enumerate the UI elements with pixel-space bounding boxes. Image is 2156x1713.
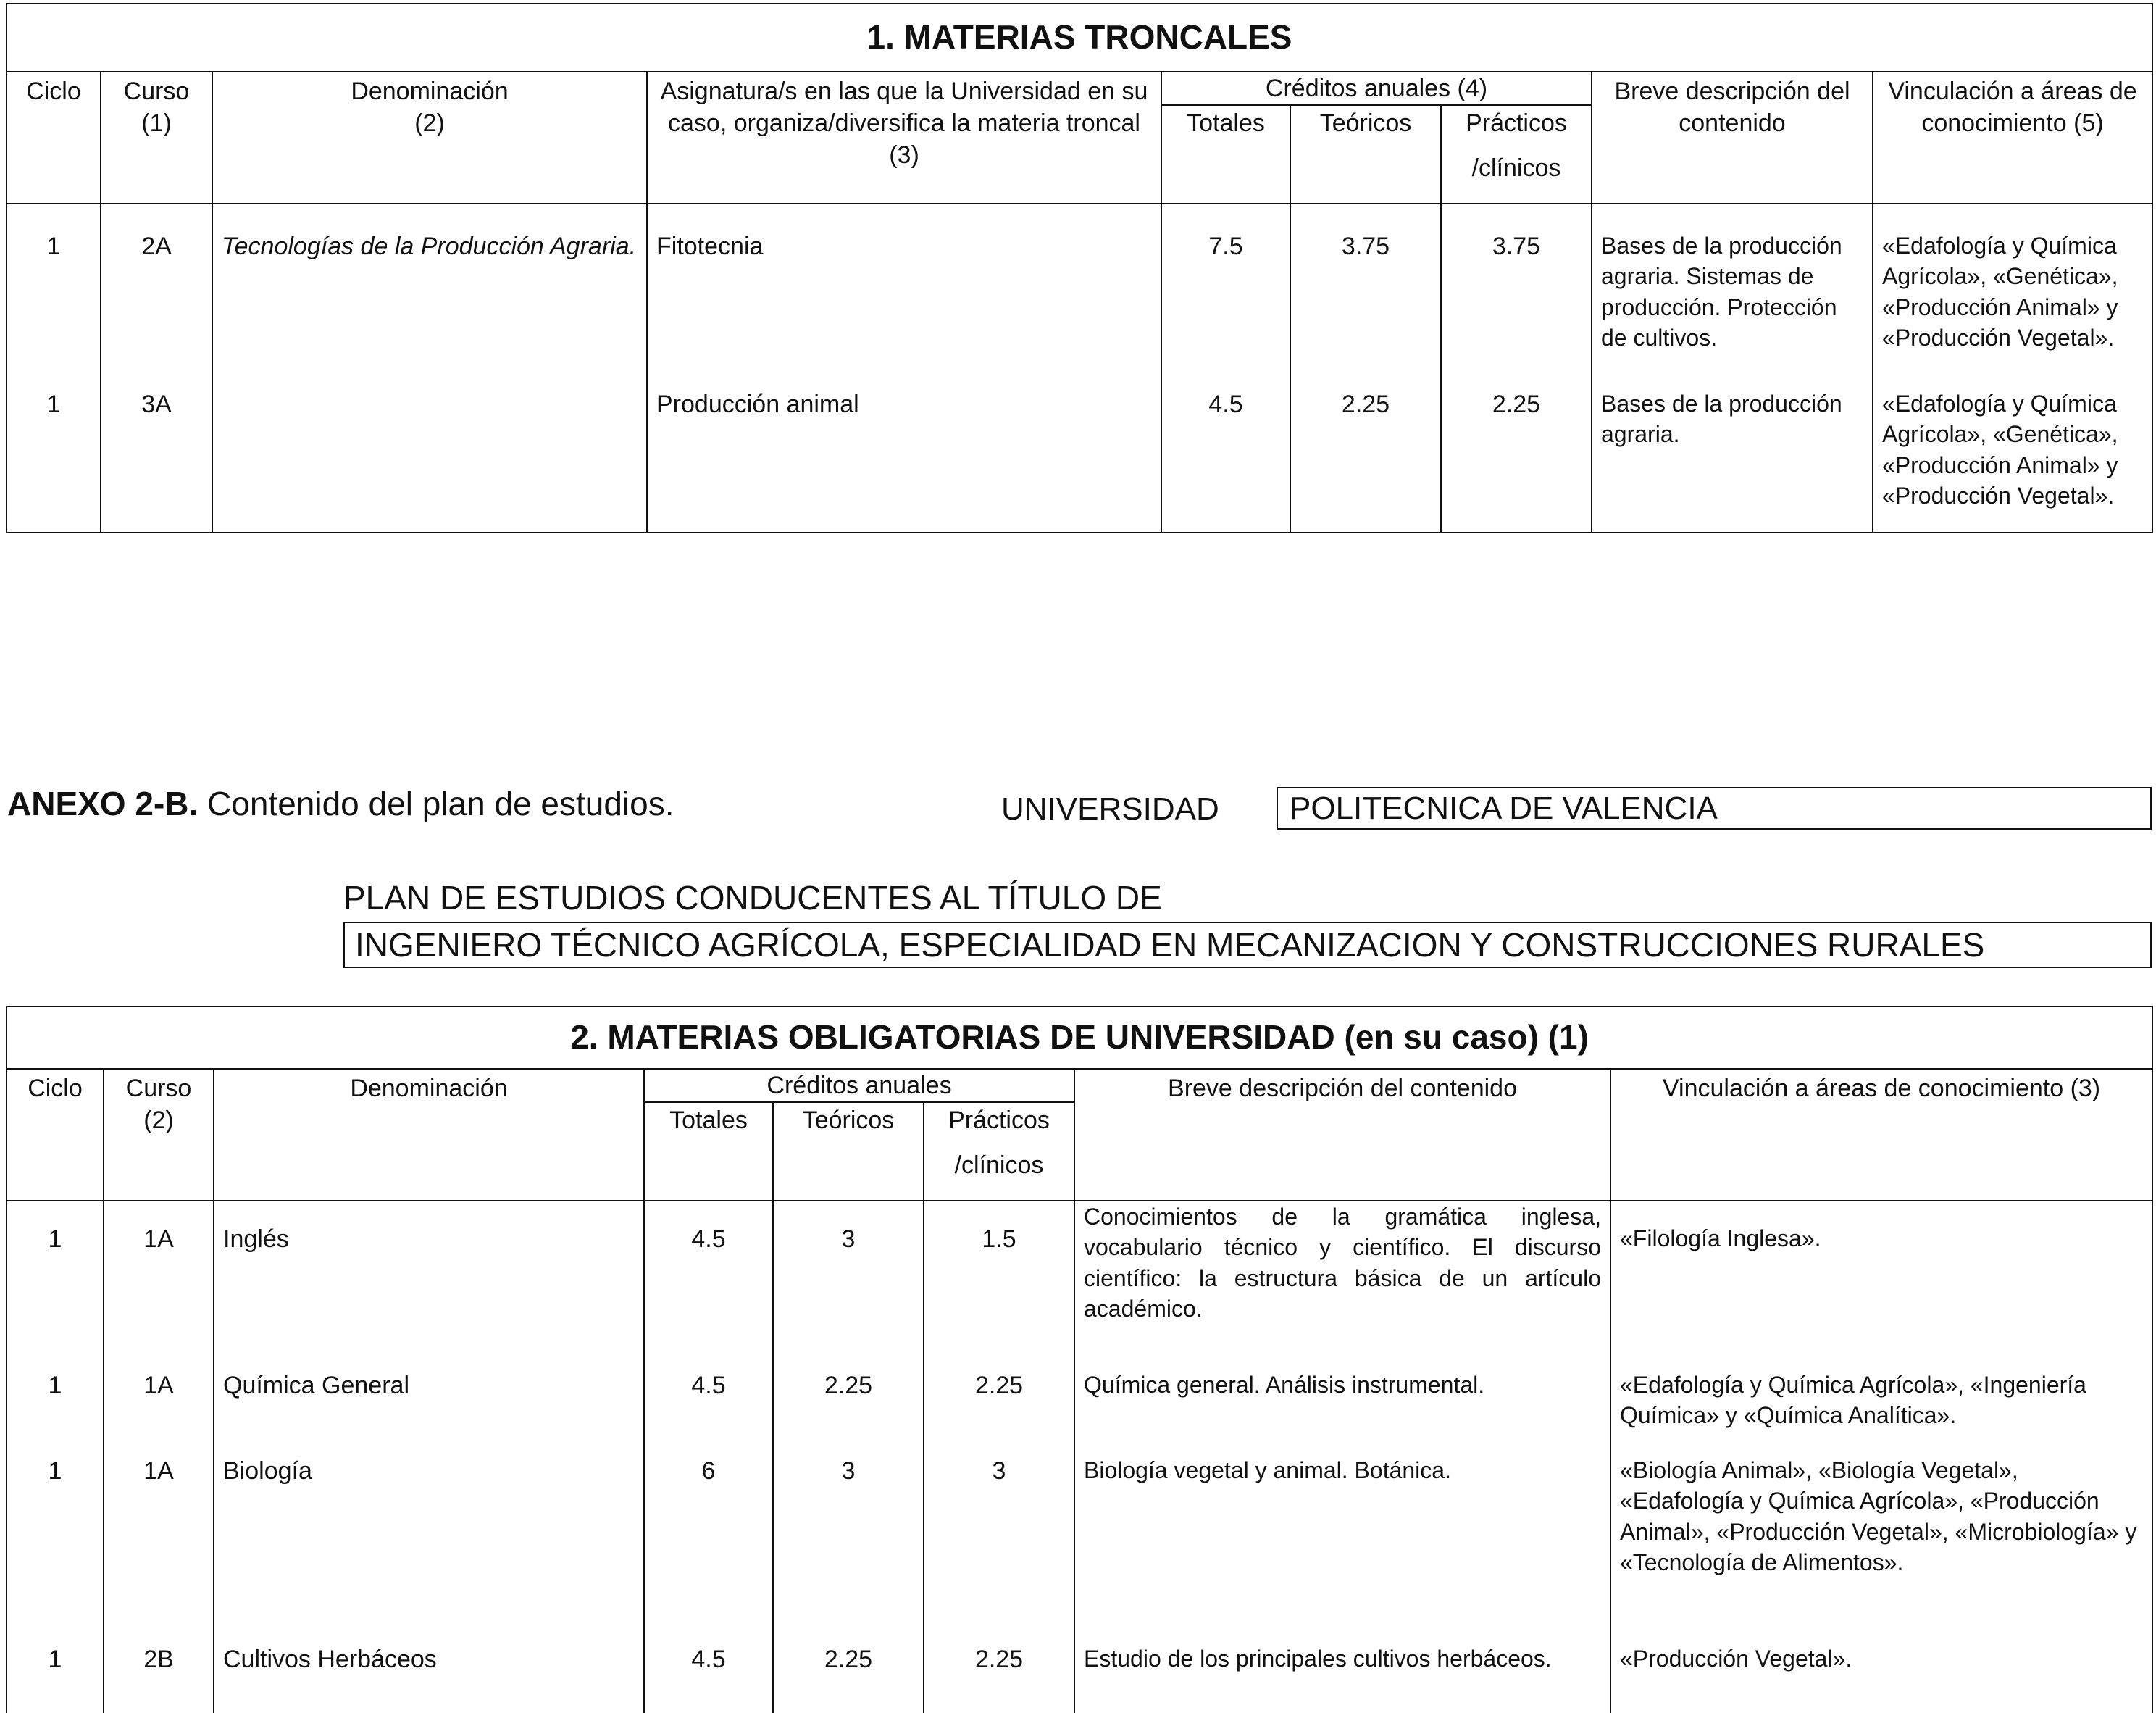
col-teoricos: Teóricos [773, 1102, 924, 1201]
col-denominacion: Denominación (2) [212, 72, 647, 204]
col-creditos: Créditos anuales [644, 1069, 1074, 1102]
table-row: 1 1A Inglés 4.5 3 1.5 Conocimientos de la gramática inglesa, vocabulario técnico y científico. El discurso científico: la estructura básica de un artículo académico. «Filología Inglesa». [7, 1201, 2152, 1359]
col-denominacion: Denominación [214, 1069, 644, 1201]
troncales-title: 1. MATERIAS TRONCALES [7, 4, 2152, 72]
col-totales: Totales [1161, 105, 1290, 204]
col-curso: Curso (2) [104, 1069, 214, 1201]
col-descripcion: Breve descripción del contenido [1592, 72, 1873, 204]
university-label: UNIVERSIDAD [1001, 791, 1219, 827]
col-descripcion: Breve descripción del contenido [1074, 1069, 1610, 1201]
obligatorias-title: 2. MATERIAS OBLIGATORIAS DE UNIVERSIDAD (en su caso) (1) [7, 1006, 2152, 1069]
col-ciclo: Ciclo [7, 72, 101, 204]
col-vinculacion: Vinculación a áreas de conocimiento (5) [1873, 72, 2152, 204]
col-practicos: Prácticos /clínicos [924, 1102, 1074, 1201]
obligatorias-table [6, 1006, 2153, 1713]
col-creditos: Créditos anuales (4) [1161, 72, 1592, 105]
annex-heading: ANEXO 2-B. Contenido del plan de estudios. [7, 785, 674, 822]
col-curso: Curso (1) [101, 72, 212, 204]
col-practicos: Prácticos /clínicos [1441, 105, 1592, 204]
table-row: 1 3A Producción animal 4.5 2.25 2.25 Bases de la producción agraria. «Edafología y Química Agrícola», «Genética», «Producción Animal» y «Producción Vegetal». [7, 380, 2152, 533]
table-row: 1 1A Química General 4.5 2.25 2.25 Química general. Análisis instrumental. «Edafología y Química Agrícola», «Ingeniería Química» y «Química Analítica». [7, 1359, 2152, 1445]
col-totales: Totales [644, 1102, 773, 1201]
table-row: 1 2A Tecnologías de la Producción Agraria. Fitotecnia 7.5 3.75 3.75 Bases de la producción agraria. Sistemas de producción. Protección de cultivos. «Edafología y Química Agrícola», «Genética», «Producción Animal» y «Producción Vegetal». [7, 204, 2152, 380]
troncales-table [6, 3, 2153, 533]
col-ciclo: Ciclo [7, 1069, 104, 1201]
university-name: POLITECNICA DE VALENCIA [1277, 787, 2152, 830]
plan-title: INGENIERO TÉCNICO AGRÍCOLA, ESPECIALIDAD EN MECANIZACION Y CONSTRUCCIONES RURALES [343, 922, 2152, 968]
col-asignaturas: Asignatura/s en las que la Universidad en su caso, organiza/diversifica la materia troncal (3) [647, 72, 1161, 204]
table-row: 1 2B Cultivos Herbáceos 4.5 2.25 2.25 Estudio de los principales cultivos herbáceos. «Producción Vegetal». [7, 1633, 2152, 1713]
table-row: 1 1A Biología 6 3 3 Biología vegetal y animal. Botánica. «Biología Animal», «Biología Vegetal», «Edafología y Química Agrícola», «Producción Animal», «Producción Vegetal», «Microbiología» y «Tecnología de Alimentos». [7, 1445, 2152, 1633]
col-vinculacion: Vinculación a áreas de conocimiento (3) [1610, 1069, 2152, 1201]
plan-label: PLAN DE ESTUDIOS CONDUCENTES AL TÍTULO DE [343, 879, 1162, 917]
col-teoricos: Teóricos [1290, 105, 1441, 204]
